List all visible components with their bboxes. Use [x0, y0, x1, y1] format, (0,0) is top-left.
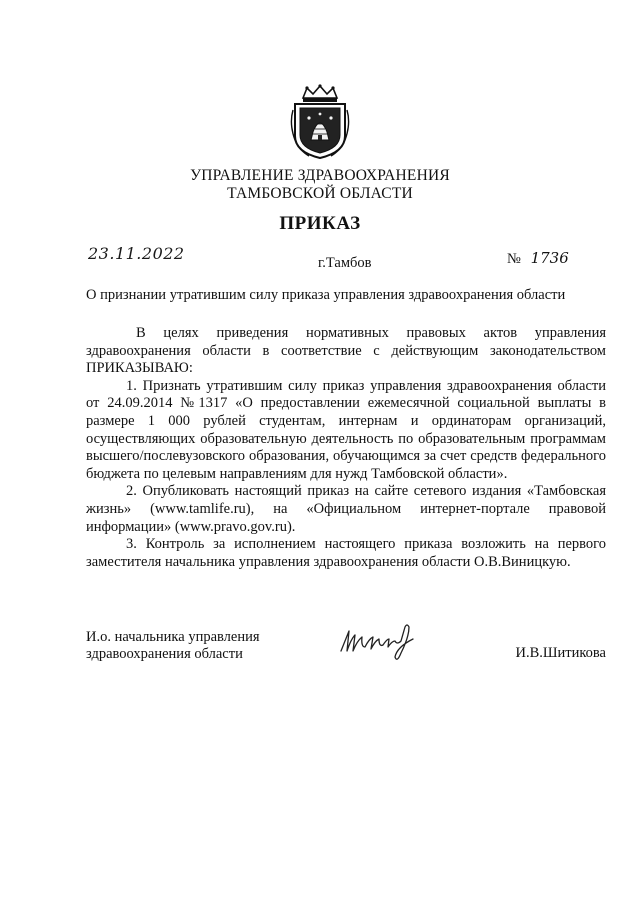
order-city: г.Тамбов [318, 255, 372, 271]
item-1-paragraph: 1. Признать утратившим силу приказ управления здравоохранения области от 24.09.2014 №1317 «О предоставлении ежемесячной социальной выплаты в размере 1 000 рублей студентам, интернам и ординаторам организаций, осуществляющих образовательную деятельность по образовательным программам высшего/послевузовского образования, обучающимся за счет средств федерального бюджета по целевым направлениям для нужд Тамбовской области». [86, 377, 606, 482]
organization-name-line2: ТАМБОВСКОЙ ОБЛАСТИ [227, 185, 413, 202]
order-number [507, 249, 569, 268]
signer-position-line1: И.о. начальника управления [86, 629, 260, 645]
document-type-title: ПРИКАЗ [279, 213, 361, 234]
item-2-paragraph: 2. Опубликовать настоящий приказ на сайте сетевого издания «Тамбовская жизнь» (www.tamlife.ru), на «Официальном интернет-портале правовой информации» (www.pravo.gov.ru). [86, 483, 606, 535]
signer-name: И.В.Шитикова [515, 645, 606, 661]
order-subject: О признании утратившим силу приказа управления здравоохранения области [86, 287, 566, 303]
signer-position-line2: здравоохранения области [86, 646, 243, 662]
number-sign: № [507, 251, 521, 267]
order-body [86, 325, 606, 571]
organization-name-line1: УПРАВЛЕНИЕ ЗДРАВООХРАНЕНИЯ [190, 167, 450, 184]
tambov-coat-of-arms-icon [289, 84, 351, 160]
signer-position [86, 629, 260, 663]
order-date: 23.11.2022 [88, 244, 185, 263]
preamble-paragraph: В целях приведения нормативных правовых актов управления здравоохранения области в соответствие с действующим законодательством ПРИКАЗЫВАЮ: [86, 325, 606, 377]
handwritten-signature-icon [335, 617, 435, 665]
number-value: 1736 [530, 249, 569, 267]
item-3-paragraph: 3. Контроль за исполнением настоящего приказа возложить на первого заместителя начальника управления здравоохранения области О.В.Виницкую. [86, 536, 606, 570]
